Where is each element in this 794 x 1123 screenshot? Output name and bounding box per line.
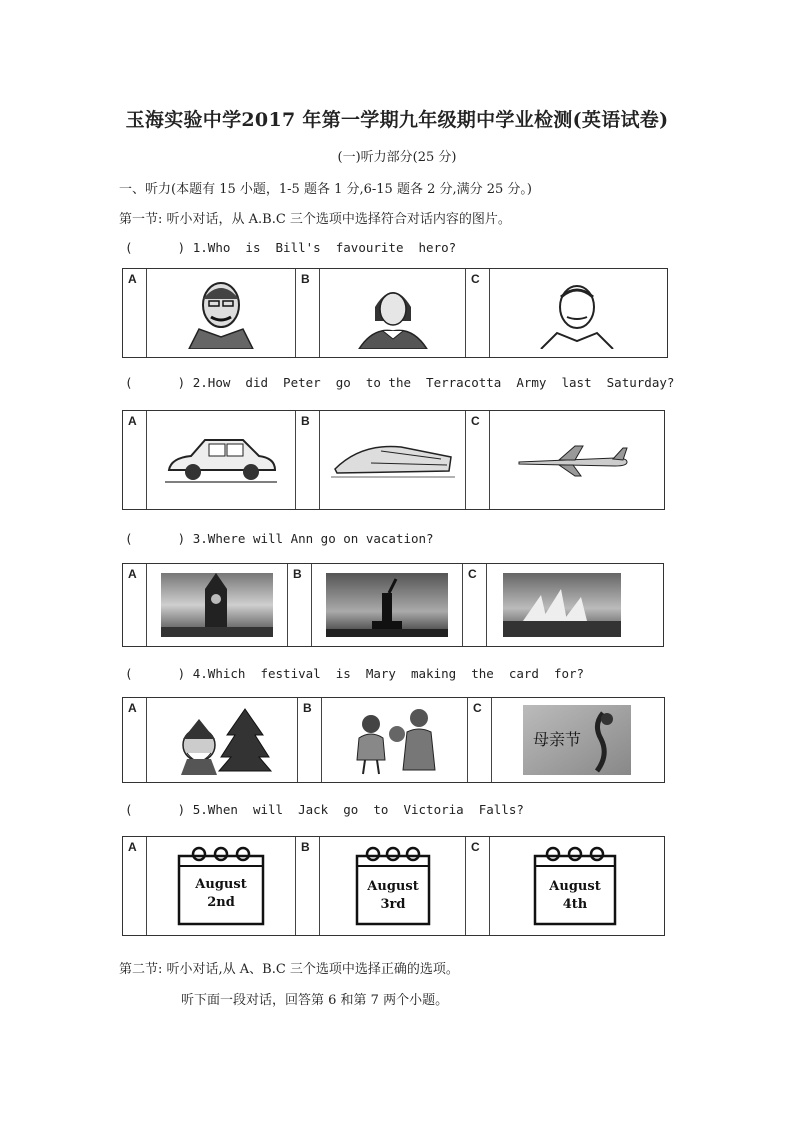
option-label-c: C [466,837,490,935]
question-3 [125,531,434,546]
option-c-image[interactable] [490,837,660,935]
card-text: 母亲节 [533,730,582,749]
calendar-month: August [195,877,247,892]
answer-blank[interactable]: ( ) [125,802,186,817]
woman-portrait-icon [353,277,433,349]
girl-giving-flowers-icon [345,704,445,776]
options-row-5 [122,836,665,936]
calendar-icon [531,844,619,928]
calendar-month: August [549,879,601,894]
section2-part: 第二节: 听小对话,从 A、B.C 三个选项中选择正确的选项。 [119,962,459,977]
section1-part: 第一节: 听小对话，从 A.B.C 三个选项中选择符合对话内容的图片。 [119,212,511,227]
option-c-image[interactable] [490,411,660,509]
man-portrait-icon [181,277,261,349]
airplane-icon [515,440,635,480]
question-text: 3.Where will Ann go on vacation? [192,531,434,546]
question-5 [125,802,524,817]
option-b-image[interactable] [312,564,463,646]
option-label-a: A [123,564,147,646]
option-c-image[interactable] [492,698,662,782]
statue-of-liberty-photo-icon [326,573,448,637]
option-label-b: B [298,698,322,782]
option-label-c: C [463,564,487,646]
page-subtitle: (一)听力部分(25 分) [337,150,457,165]
option-a-image[interactable] [147,411,296,509]
question-text: 1.Who is Bill's favourite hero? [192,240,457,255]
section2-instruction: 听下面一段对话，回答第 6 和第 7 两个小题。 [181,993,449,1008]
option-label-a: A [123,837,147,935]
option-label-a: A [123,698,147,782]
option-label-b: B [296,269,320,357]
sydney-opera-house-photo-icon [503,573,621,637]
options-row-3 [122,563,664,647]
option-label-c: C [468,698,492,782]
question-text: 4.Which festival is Mary making the card for? [192,666,585,681]
option-label-b: B [296,837,320,935]
high-speed-train-icon [331,435,455,485]
option-b-image[interactable] [320,411,466,509]
calendar-day: 4th [562,897,588,912]
option-a-image[interactable] [147,698,298,782]
answer-blank[interactable]: ( ) [125,240,186,255]
option-label-a: A [123,411,147,509]
option-b-image[interactable] [322,698,468,782]
option-b-image[interactable] [320,837,466,935]
page-title: 玉海实验中学2017 年第一学期九年级期中学业检测(英语试卷) [125,109,669,131]
option-label-c: C [466,269,490,357]
option-c-image[interactable] [487,564,637,646]
question-text: 2.How did Peter go to the Terracotta Army last Saturday? [192,375,675,390]
option-a-image[interactable] [147,564,288,646]
options-row-2 [122,410,665,510]
answer-blank[interactable]: ( ) [125,375,186,390]
option-label-c: C [466,411,490,509]
question-1 [125,240,456,255]
santa-and-christmas-tree-icon [167,705,277,775]
option-a-image[interactable] [147,837,296,935]
answer-blank[interactable]: ( ) [125,666,186,681]
options-row-1 [122,268,668,358]
option-label-b: B [296,411,320,509]
answer-blank[interactable]: ( ) [125,531,186,546]
calendar-icon [353,844,433,928]
calendar-day: 2nd [207,895,235,910]
calendar-day: 3rd [380,897,405,912]
calendar-icon [175,844,267,928]
options-row-4 [122,697,665,783]
question-2 [125,375,674,390]
question-text: 5.When will Jack go to Victoria Falls? [192,802,524,817]
option-c-image[interactable] [490,269,663,357]
mothers-day-card-icon [523,705,631,775]
option-a-image[interactable] [147,269,296,357]
big-ben-photo-icon [161,573,273,637]
section1-heading: 一、听力(本题有 15 小题，1-5 题各 1 分,6-15 题各 2 分,满分 25 分。) [119,182,532,197]
option-b-image[interactable] [320,269,466,357]
option-label-a: A [123,269,147,357]
question-4 [125,666,584,681]
man-sketch-icon [537,277,617,349]
car-icon [161,430,281,490]
calendar-month: August [366,879,419,894]
option-label-b: B [288,564,312,646]
